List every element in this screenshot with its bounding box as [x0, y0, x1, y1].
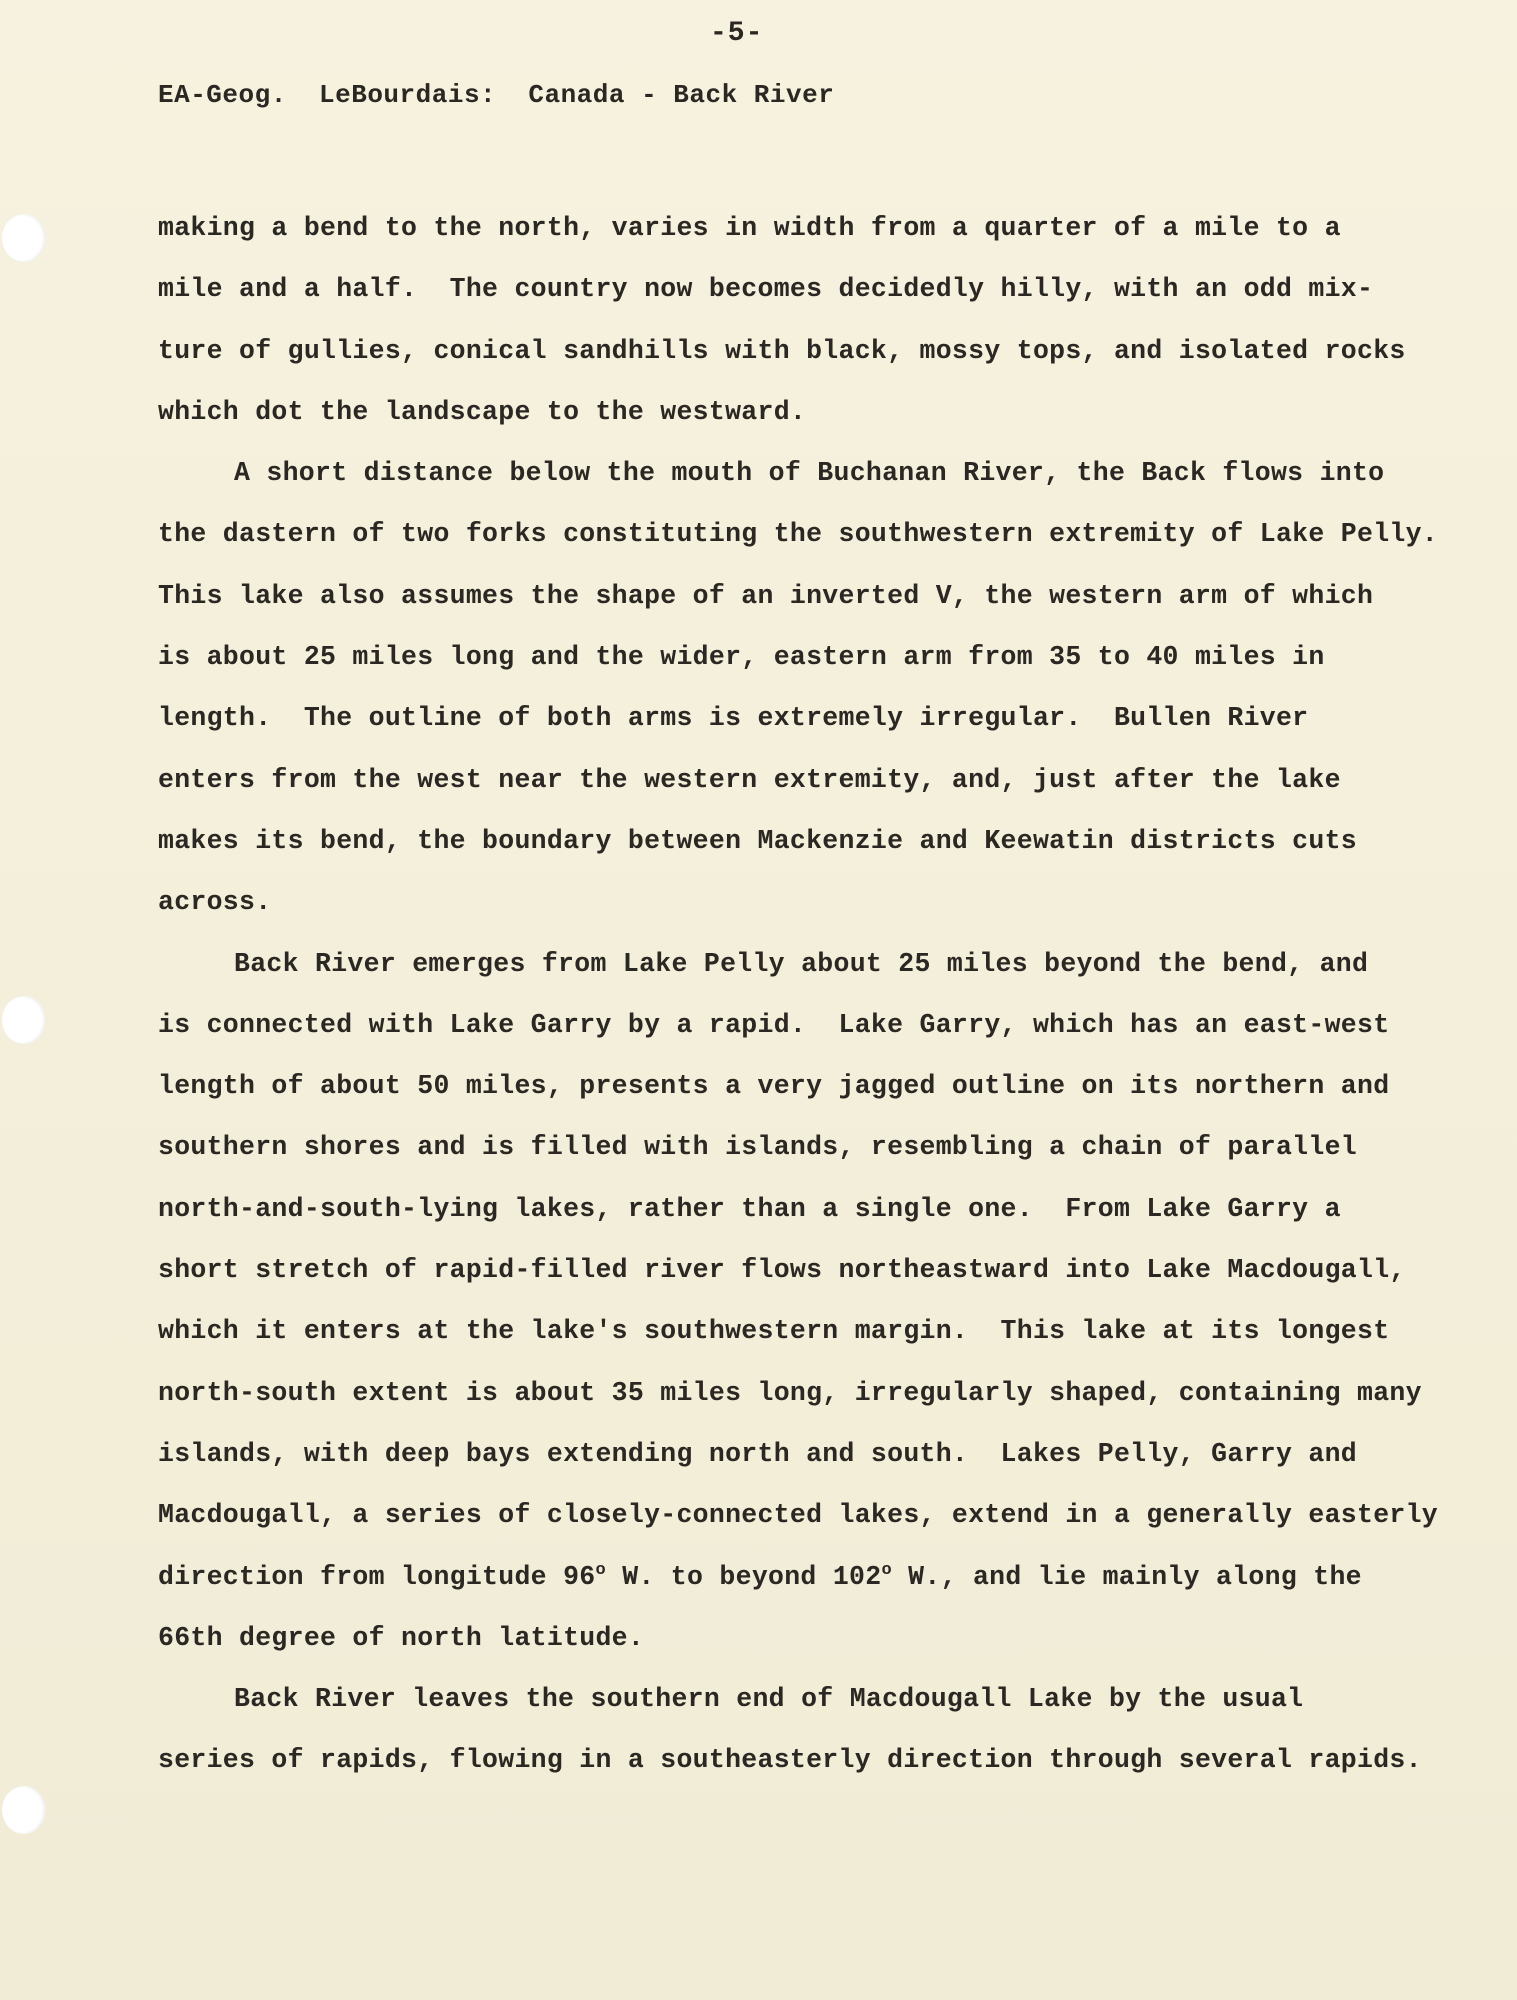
text-line: which dot the landscape to the westward.	[158, 396, 807, 427]
text-line: north-and-south-lying lakes, rather than a single one. From Lake Garry a	[158, 1193, 1341, 1224]
punch-hole	[2, 996, 46, 1044]
text-line: is connected with Lake Garry by a rapid. Lake Garry, which has an east-west	[158, 1009, 1390, 1040]
text-line: A short distance below the mouth of Buchanan River, the Back flows into	[234, 458, 1385, 489]
punch-hole	[2, 1786, 46, 1834]
degree-line-part: direction from longitude 96	[158, 1561, 596, 1592]
text-line: length. The outline of both arms is extremely irregular. Bullen River	[158, 703, 1309, 734]
text-line: This lake also assumes the shape of an inverted V, the western arm of which	[158, 580, 1374, 611]
page-number: -5-	[710, 18, 764, 49]
degree-sign: o	[595, 1560, 606, 1580]
text-line: the dastern of two forks constituting the southwestern extremity of Lake Pelly.	[158, 519, 1439, 550]
text-line: makes its bend, the boundary between Mackenzie and Keewatin districts cuts	[158, 825, 1357, 856]
degree-line-part: W. to beyond 102	[606, 1561, 882, 1592]
text-line: 66th degree of north latitude.	[158, 1622, 645, 1653]
text-line: short stretch of rapid-filled river flows northeastward into Lake Macdougall,	[158, 1255, 1406, 1286]
running-head: EA-Geog. LeBourdais: Canada - Back River	[158, 80, 835, 110]
text-line: making a bend to the north, varies in width from a quarter of a mile to a	[158, 213, 1341, 243]
text-line-degrees	[158, 1547, 1388, 1608]
text-line: mile and a half. The country now becomes decidedly hilly, with an odd mix-	[158, 274, 1374, 305]
body-text	[158, 198, 1439, 1792]
text-line: length of about 50 miles, presents a very jagged outline on its northern and	[158, 1071, 1390, 1102]
text-line: Macdougall, a series of closely-connected lakes, extend in a generally easterly	[158, 1500, 1439, 1531]
text-line: which it enters at the lake's southwestern margin. This lake at its longest	[158, 1316, 1390, 1347]
text-line: enters from the west near the western extremity, and, just after the lake	[158, 764, 1341, 795]
text-line: across.	[158, 887, 272, 918]
text-line: ture of gullies, conical sandhills with black, mossy tops, and isolated rocks	[158, 335, 1406, 366]
text-line: Back River emerges from Lake Pelly about 25 miles beyond the bend, and	[234, 948, 1369, 979]
text-line: Back River leaves the southern end of Macdougall Lake by the usual	[234, 1684, 1304, 1715]
degree-sign: o	[881, 1560, 892, 1580]
text-line: north-south extent is about 35 miles long, irregularly shaped, containing many	[158, 1377, 1422, 1408]
text-line: is about 25 miles long and the wider, eastern arm from 35 to 40 miles in	[158, 642, 1325, 673]
punch-hole	[2, 214, 46, 262]
text-line: islands, with deep bays extending north and south. Lakes Pelly, Garry and	[158, 1438, 1357, 1469]
text-line: series of rapids, flowing in a southeasterly direction through several rapids.	[158, 1745, 1422, 1776]
degree-line-part: W., and lie mainly along the	[891, 1561, 1362, 1592]
text-line: southern shores and is filled with islands, resembling a chain of parallel	[158, 1132, 1357, 1163]
